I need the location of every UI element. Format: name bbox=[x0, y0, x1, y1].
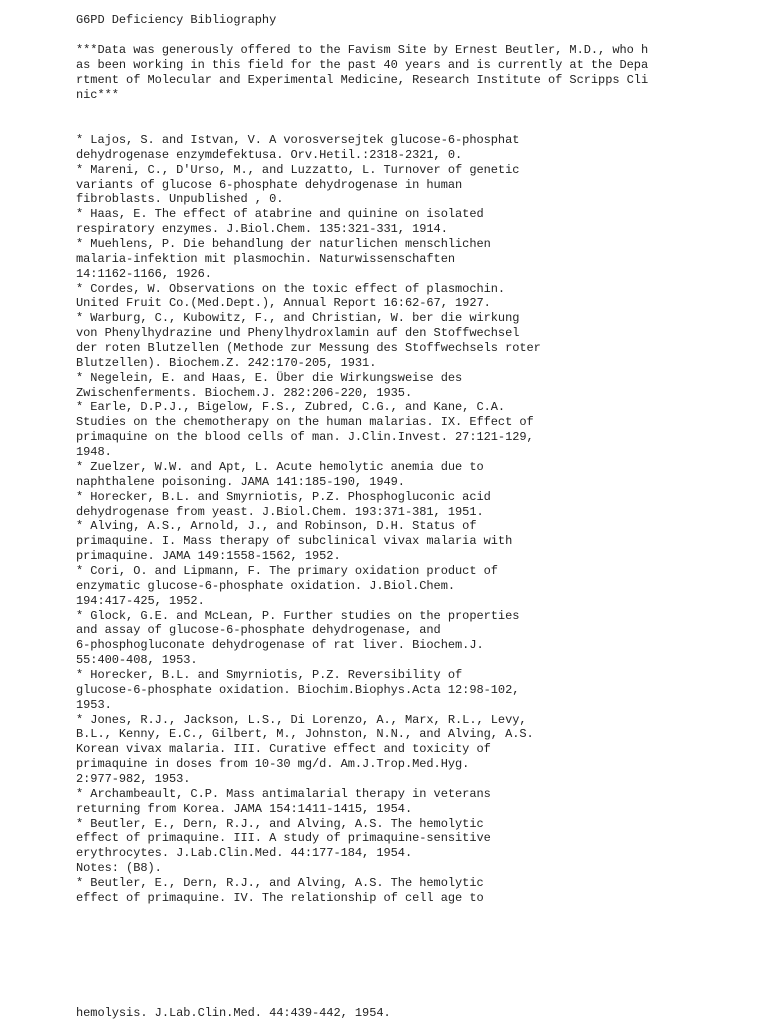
bibliography-line: Blutzellen). Biochem.Z. 242:170-205, 1931. bbox=[76, 356, 377, 370]
bibliography-line: Zwischenferments. Biochem.J. 282:206-220, 1935. bbox=[76, 386, 413, 400]
bibliography-line: respiratory enzymes. J.Biol.Chem. 135:321-331, 1914. bbox=[76, 222, 448, 236]
credit-line: as been working in this field for the past 40 years and is currently at the Depa bbox=[76, 58, 649, 72]
bibliography-line: naphthalene poisoning. JAMA 141:185-190, 1949. bbox=[76, 475, 405, 489]
bibliography-line: 194:417-425, 1952. bbox=[76, 594, 205, 608]
bibliography-line: erythrocytes. J.Lab.Clin.Med. 44:177-184, 1954. bbox=[76, 846, 413, 860]
bibliography-line: * Alving, A.S., Arnold, J., and Robinson, D.H. Status of bbox=[76, 519, 477, 533]
bibliography-line: * Warburg, C., Kubowitz, F., and Christian, W. ber die wirkung bbox=[76, 311, 520, 325]
bibliography-line: B.L., Kenny, E.C., Gilbert, M., Johnston, N.N., and Alving, A.S. bbox=[76, 727, 534, 741]
page-title: G6PD Deficiency Bibliography bbox=[76, 13, 277, 27]
bibliography-line: * Muehlens, P. Die behandlung der naturlichen menschlichen bbox=[76, 237, 491, 251]
bibliography-line: Korean vivax malaria. III. Curative effect and toxicity of bbox=[76, 742, 491, 756]
bibliography-line: 55:400-408, 1953. bbox=[76, 653, 198, 667]
bibliography-line: Studies on the chemotherapy on the human malarias. IX. Effect of bbox=[76, 415, 534, 429]
bibliography-line: * Beutler, E., Dern, R.J., and Alving, A.S. The hemolytic bbox=[76, 817, 484, 831]
bibliography-line: * Horecker, B.L. and Smyrniotis, P.Z. Reversibility of bbox=[76, 668, 463, 682]
bibliography-line: * Zuelzer, W.W. and Apt, L. Acute hemolytic anemia due to bbox=[76, 460, 484, 474]
bibliography-line: effect of primaquine. III. A study of primaquine-sensitive bbox=[76, 831, 491, 845]
bibliography-line: * Archambeault, C.P. Mass antimalarial therapy in veterans bbox=[76, 787, 491, 801]
bibliography-line: * Horecker, B.L. and Smyrniotis, P.Z. Phosphogluconic acid bbox=[76, 490, 491, 504]
bibliography-line: primaquine in doses from 10-30 mg/d. Am.J.Trop.Med.Hyg. bbox=[76, 757, 470, 771]
bibliography-line: primaquine. I. Mass therapy of subclinical vivax malaria with bbox=[76, 534, 513, 548]
credit-line: nic*** bbox=[76, 88, 119, 102]
bibliography-line: * Haas, E. The effect of atabrine and quinine on isolated bbox=[76, 207, 484, 221]
bibliography-line: 1953. bbox=[76, 698, 112, 712]
bibliography-line: variants of glucose 6-phosphate dehydrogenase in human bbox=[76, 178, 463, 192]
bibliography-line: * Cordes, W. Observations on the toxic effect of plasmochin. bbox=[76, 282, 506, 296]
bibliography-line: 14:1162-1166, 1926. bbox=[76, 267, 212, 281]
bibliography-line: von Phenylhydrazine und Phenylhydroxlamin auf den Stoffwechsel bbox=[76, 326, 520, 340]
bibliography-line: * Lajos, S. and Istvan, V. A vorosversejtek glucose-6-phosphat bbox=[76, 133, 520, 147]
bibliography-line: der roten Blutzellen (Methode zur Messung des Stoffwechsels roter bbox=[76, 341, 541, 355]
bibliography-line: 1948. bbox=[76, 445, 112, 459]
bibliography-line: 6-phosphogluconate dehydrogenase of rat liver. Biochem.J. bbox=[76, 638, 484, 652]
bibliography-line: malaria-infektion mit plasmochin. Naturwissenschaften bbox=[76, 252, 456, 266]
footer-line: hemolysis. J.Lab.Clin.Med. 44:439-442, 1954. bbox=[76, 1006, 391, 1020]
bibliography-line: * Beutler, E., Dern, R.J., and Alving, A.S. The hemolytic bbox=[76, 876, 484, 890]
bibliography-line: United Fruit Co.(Med.Dept.), Annual Report 16:62-67, 1927. bbox=[76, 296, 491, 310]
bibliography-line: * Earle, D.P.J., Bigelow, F.S., Zubred, C.G., and Kane, C.A. bbox=[76, 400, 506, 414]
bibliography-line: primaquine. JAMA 149:1558-1562, 1952. bbox=[76, 549, 341, 563]
bibliography-line: fibroblasts. Unpublished , 0. bbox=[76, 192, 284, 206]
bibliography-line: * Negelein, E. and Haas, E. Über die Wirkungsweise des bbox=[76, 371, 463, 385]
credit-line: ***Data was generously offered to the Favism Site by Ernest Beutler, M.D., who h bbox=[76, 43, 649, 57]
bibliography-line: * Mareni, C., D'Urso, M., and Luzzatto, L. Turnover of genetic bbox=[76, 163, 520, 177]
bibliography-line: dehydrogenase from yeast. J.Biol.Chem. 193:371-381, 1951. bbox=[76, 505, 484, 519]
bibliography-line: effect of primaquine. IV. The relationship of cell age to bbox=[76, 891, 484, 905]
credit-line: rtment of Molecular and Experimental Medicine, Research Institute of Scripps Cli bbox=[76, 73, 649, 87]
bibliography-line: * Cori, O. and Lipmann, F. The primary oxidation product of bbox=[76, 564, 498, 578]
bibliography-line: glucose-6-phosphate oxidation. Biochim.Biophys.Acta 12:98-102, bbox=[76, 683, 520, 697]
bibliography-line: dehydrogenase enzymdefektusa. Orv.Hetil.:2318-2321, 0. bbox=[76, 148, 463, 162]
bibliography-line: * Glock, G.E. and McLean, P. Further studies on the properties bbox=[76, 609, 520, 623]
bibliography-line: Notes: (B8). bbox=[76, 861, 162, 875]
bibliography-line: * Jones, R.J., Jackson, L.S., Di Lorenzo, A., Marx, R.L., Levy, bbox=[76, 713, 527, 727]
bibliography-line: enzymatic glucose-6-phosphate oxidation. J.Biol.Chem. bbox=[76, 579, 456, 593]
bibliography-line: primaquine on the blood cells of man. J.Clin.Invest. 27:121-129, bbox=[76, 430, 534, 444]
bibliography-line: returning from Korea. JAMA 154:1411-1415, 1954. bbox=[76, 802, 413, 816]
bibliography-line: 2:977-982, 1953. bbox=[76, 772, 191, 786]
bibliography-line: and assay of glucose-6-phosphate dehydrogenase, and bbox=[76, 623, 441, 637]
